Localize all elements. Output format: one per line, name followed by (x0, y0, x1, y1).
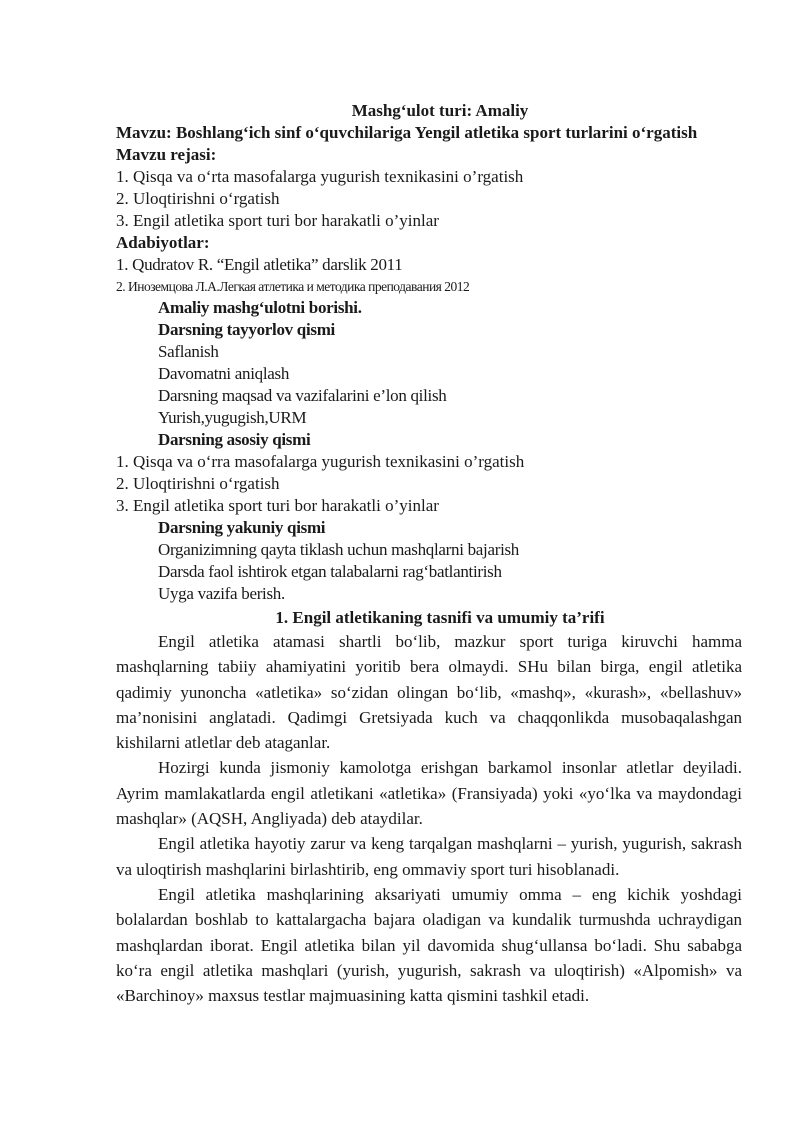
lesson-heading: Amaliy mashg‘ulotni borishi. (158, 298, 362, 317)
main-item: 2. Uloqtirishni o‘rgatish (116, 474, 280, 493)
literature-item: 1. Qudratov R. “Engil atletika” darslik 2011 (116, 255, 403, 274)
body-paragraph: Engil atletika hayotiy zarur va keng tarqalgan mashqlarni – yurish, yugurish, sakrash va uloqtirish mashqlarini birlashtirib, eng ommaviy sport turi hisoblanadi. (116, 834, 742, 879)
body-paragraph: Engil atletika atamasi shartli bo‘lib, mazkur sport turiga kiruvchi hamma mashqlarning tabiiy ahamiyatini yoritib bera olmaydi. SHu bilan birga, engil atletika qadimiy yunoncha «atletika» so‘zidan olingan bo‘lib, «mashq», «kurash», «bellashuv» ma’nonisini anglatadi. Qadimgi Gretsiyada kuch va chaqqonlikda musobaqalashgan kishilarni atletlar deb ataganlar. (116, 632, 742, 753)
body-paragraph: Engil atletika mashqlarining aksariyati umumiy omma – eng kichik yoshdagi bolalardan boshlab to kattalargacha bajara oladigan va kundalik turmushda uchraydigan mashqlardan iborat. Engil atletika bilan yil davomida shug‘ullansa bo‘ladi. Shu sababga ko‘ra engil atletika mashqlari (yurish, yugurish, sakrash va uloqtirish) «Alpomish» va «Barchinoy» maxsus testlar majmuasining katta qismini tashkil etadi. (116, 884, 742, 1006)
plan-label: Mavzu rejasi: (116, 145, 217, 164)
topic-line: Mavzu: Boshlang‘ich sinf o‘quvchilariga Yengil atletika sport turlarini o‘rgatish (116, 123, 698, 142)
document-title: Mashg‘ulot turi: Amaliy (351, 101, 529, 120)
prep-item: Darsning maqsad va vazifalarini e’lon qilish (158, 386, 447, 405)
final-heading: Darsning yakuniy qismi (158, 518, 326, 537)
prep-item: Saflanish (158, 342, 219, 361)
final-item: Darsda faol ishtirok etgan talabalarni rag‘batlantirish (158, 562, 502, 581)
main-item: 3. Engil atletika sport turi bor harakatli o’yinlar (116, 496, 439, 515)
final-item: Uyga vazifa berish. (158, 584, 285, 603)
main-item: 1. Qisqa va o‘rra masofalarga yugurish texnikasini o’rgatish (116, 452, 525, 471)
document-page (116, 100, 742, 1008)
plan-item: 2. Uloqtirishni o‘rgatish (116, 189, 280, 208)
plan-item: 1. Qisqa va o‘rta masofalarga yugurish texnikasini o’rgatish (116, 167, 524, 186)
final-item: Organizimning qayta tiklash uchun mashqlarni bajarish (158, 540, 520, 559)
literature-label: Adabiyotlar: (116, 233, 210, 252)
prep-heading: Darsning tayyorlov qismi (158, 320, 335, 339)
literature-item: 2. Иноземцова Л.А.Легкая атлетика и методика преподавания 2012 (116, 279, 470, 294)
prep-item: Yurish,yugugish,URM (158, 408, 307, 427)
plan-item: 3. Engil atletika sport turi bor harakatli o’yinlar (116, 211, 439, 230)
prep-item: Davomatni aniqlash (158, 364, 290, 383)
main-heading: Darsning asosiy qismi (158, 430, 311, 449)
body-paragraph: Hozirgi kunda jismoniy kamolotga erishgan barkamol insonlar atletlar deyiladi. Ayrim mamlakatlarda engil atletikani «atletika» (Fransiyada) yoki «yo‘lka va maydondagi mashqlar» (AQSH, Angliyada) deb ataydilar. (116, 758, 742, 829)
section-title: 1. Engil atletikaning tasnifi va umumiy ta’rifi (275, 608, 605, 627)
